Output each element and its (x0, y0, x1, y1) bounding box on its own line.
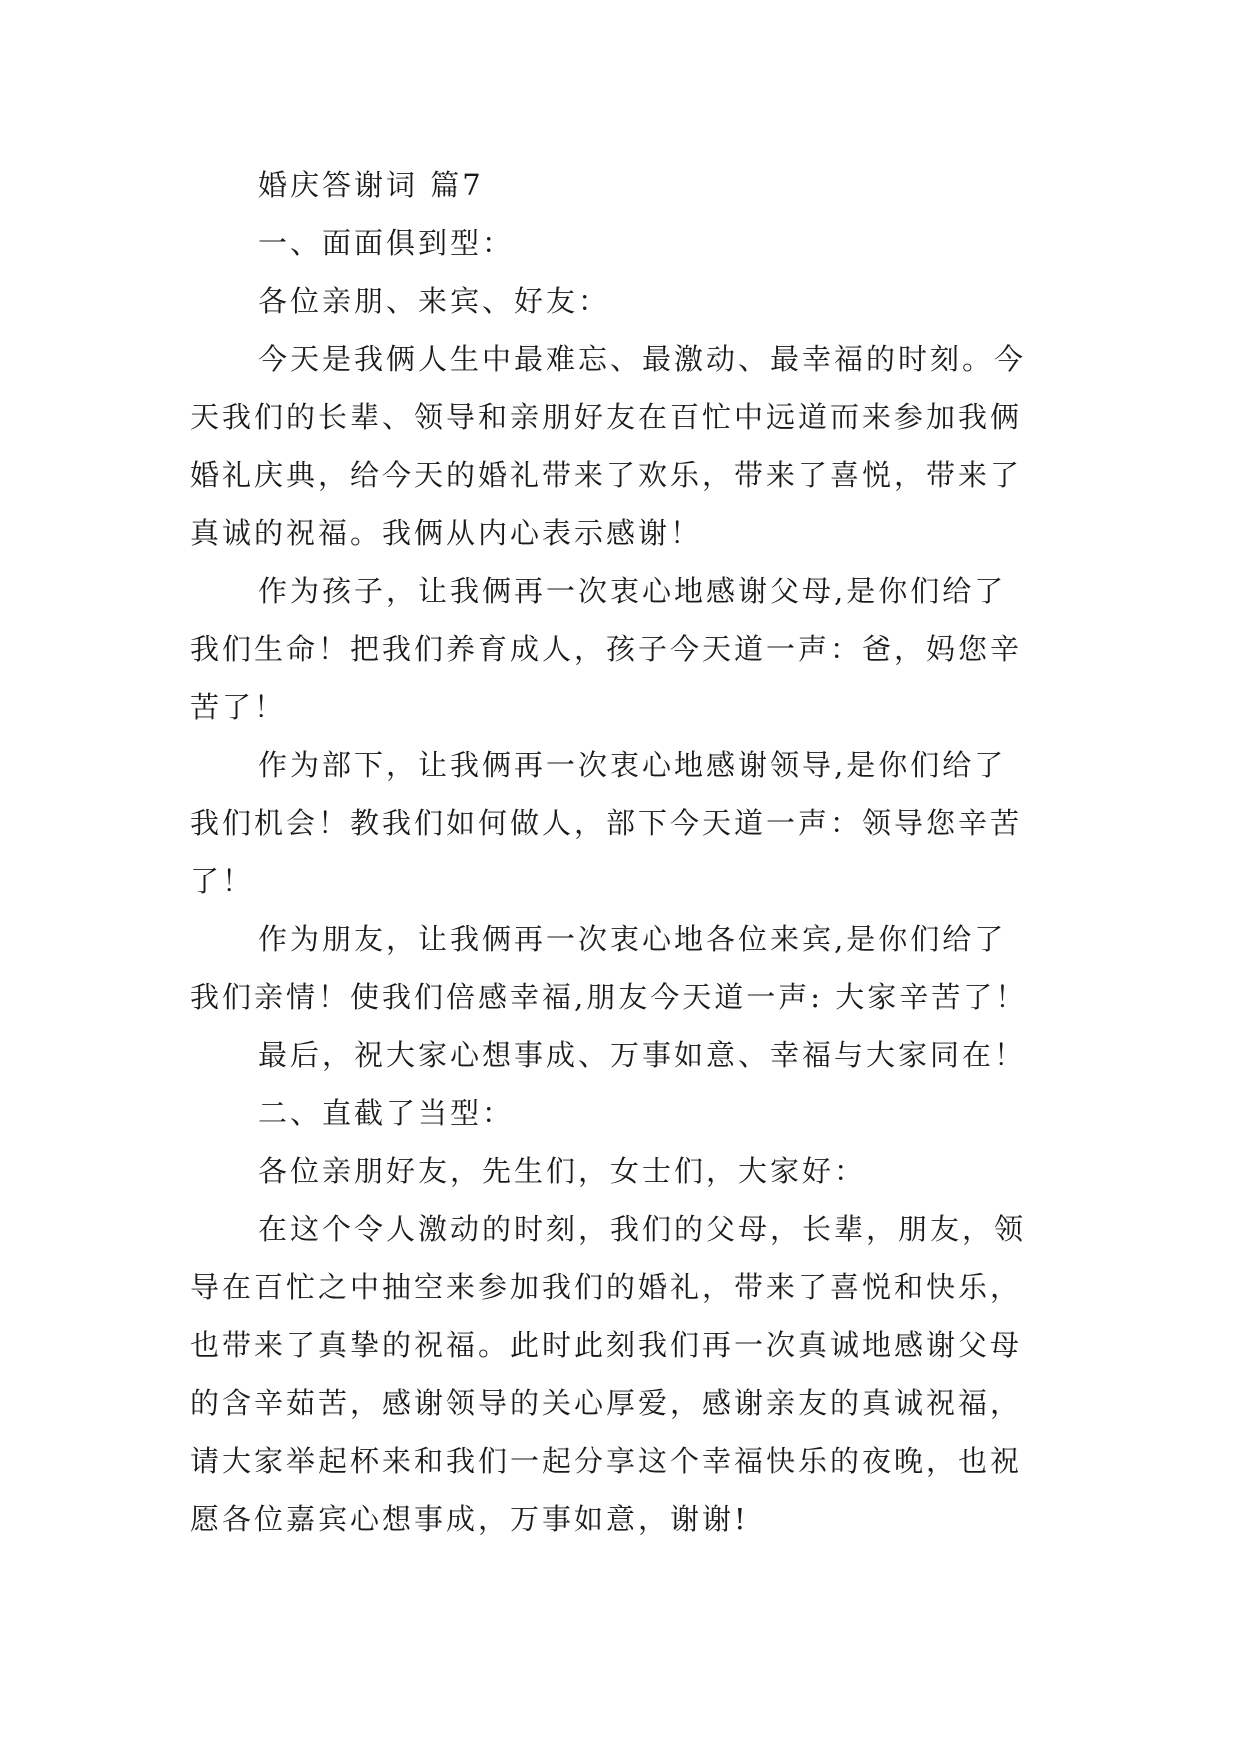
paragraph-line: 作为朋友，让我俩再一次衷心地各位来宾,是你们给了 (258, 922, 1007, 956)
paragraph-line: 天我们的长辈、领导和亲朋好友在百忙中远道而来参加我俩 (190, 400, 1023, 434)
paragraph-line: 婚礼庆典，给今天的婚礼带来了欢乐，带来了喜悦，带来了 (190, 458, 1023, 492)
section-heading-1: 一、面面俱到型： (258, 226, 515, 260)
paragraph-line: 我们生命！把我们养育成人，孩子今天道一声：爸，妈您辛 (190, 632, 1023, 666)
paragraph-line: 真诚的祝福。我俩从内心表示感谢！ (190, 516, 703, 550)
section-heading-2: 二、直截了当型： (258, 1096, 515, 1130)
paragraph-line: 苦了！ (190, 690, 287, 724)
salutation-2: 各位亲朋好友，先生们，女士们，大家好： (258, 1154, 867, 1188)
paragraph-line: 请大家举起杯来和我们一起分享这个幸福快乐的夜晚，也祝 (190, 1444, 1023, 1478)
paragraph-line: 我们机会！教我们如何做人，部下今天道一声：领导您辛苦 (190, 806, 1023, 840)
paragraph-line: 作为部下，让我俩再一次衷心地感谢领导,是你们给了 (258, 748, 1007, 782)
paragraph-line: 也带来了真挚的祝福。此时此刻我们再一次真诚地感谢父母 (190, 1328, 1023, 1362)
paragraph-line: 在这个令人激动的时刻，我们的父母，长辈，朋友，领 (258, 1212, 1027, 1246)
paragraph-line: 了！ (190, 864, 255, 898)
salutation-1: 各位亲朋、来宾、好友： (258, 284, 611, 318)
paragraph-line: 最后，祝大家心想事成、万事如意、幸福与大家同在！ (258, 1038, 1027, 1072)
paragraph-line: 今天是我俩人生中最难忘、最激动、最幸福的时刻。今 (258, 342, 1027, 376)
document-title: 婚庆答谢词 篇7 (258, 168, 484, 202)
paragraph-line: 的含辛茹苦，感谢领导的关心厚爱，感谢亲友的真诚祝福， (190, 1386, 1023, 1420)
paragraph-line: 我们亲情！使我们倍感幸福,朋友今天道一声: 大家辛苦了！ (190, 980, 1028, 1014)
paragraph-line: 作为孩子，让我俩再一次衷心地感谢父母,是你们给了 (258, 574, 1007, 608)
paragraph-line: 愿各位嘉宾心想事成，万事如意，谢谢! (190, 1502, 749, 1536)
paragraph-line: 导在百忙之中抽空来参加我们的婚礼，带来了喜悦和快乐， (190, 1270, 1023, 1304)
